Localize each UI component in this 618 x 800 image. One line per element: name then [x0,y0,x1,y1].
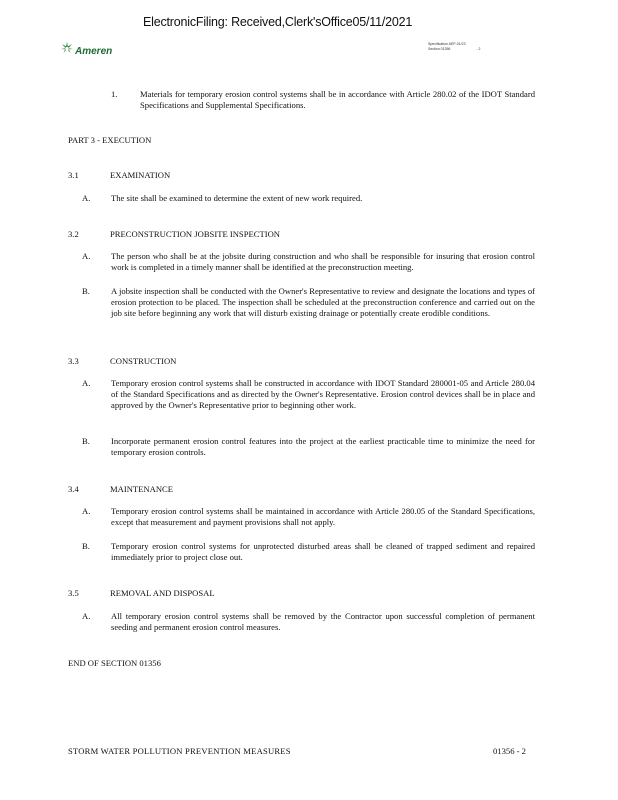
item-text: Incorporate permanent erosion control features into the project at the earliest practicable time to minimize the need for temporary erosion controls. [111,436,535,457]
item-letter: B. [82,541,90,551]
spec-reference [428,42,480,52]
spec-line-2: Section 01356 [428,47,451,51]
section-number: 3.4 [68,484,79,494]
intro-item-text: Materials for temporary erosion control systems shall be in accordance with Article 280.02 of the IDOT Standard Specifications and Supplemental Specifications. [140,89,535,110]
logo-text: Ameren [75,45,113,57]
item-text: The person who shall be at the jobsite during construction and who shall be responsible for insuring that erosion control work is completed in a timely manner shall be identified at the preconstruction meeting. [111,251,535,272]
ameren-leaf-icon [60,41,74,55]
header-page: - 2 [476,47,481,51]
section-title: REMOVAL AND DISPOSAL [110,588,215,598]
section-number: 3.1 [68,170,79,180]
footer-title: STORM WATER POLLUTION PREVENTION MEASURES [68,746,291,756]
end-of-section: END OF SECTION 01356 [68,658,161,668]
section-number: 3.2 [68,229,79,239]
item-letter: B. [82,286,90,296]
item-letter: A. [82,193,91,203]
section-title: CONSTRUCTION [110,356,177,366]
section-number: 3.3 [68,356,79,366]
item-text: All temporary erosion control systems shall be removed by the Contractor upon successful completion of permanent seeding and permanent erosion control measures. [111,611,535,632]
item-letter: A. [82,378,91,388]
item-text: Temporary erosion control systems for unprotected disturbed areas shall be cleaned of trapped sediment and repaired immediately prior to project close out. [111,541,535,562]
item-letter: A. [82,251,91,261]
spec-line-1: Specification AEP-01/23 [428,42,466,46]
intro-item-number: 1. [111,89,118,99]
item-letter: A. [82,506,91,516]
section-number: 3.5 [68,588,79,598]
filing-stamp: ElectronicFiling: Received,Clerk'sOffice05/11/2021 [143,15,413,29]
ameren-logo [60,38,112,58]
part-heading: PART 3 - EXECUTION [68,135,152,145]
section-title: EXAMINATION [110,170,171,180]
item-text: A jobsite inspection shall be conducted with the Owner's Representative to review and designate the locations and types of erosion protection to be placed. The inspection shall be scheduled at the preconstruction conference and carried out on the job site before beginning any work that will disturb existing drainage or potentially create erodible conditions. [111,286,535,318]
item-text: The site shall be examined to determine the extent of new work required. [111,193,363,203]
item-text: Temporary erosion control systems shall be constructed in accordance with IDOT Standard 280001-05 and Article 280.04 of the Standard Specifications and as directed by the Owner's Representative. Erosion control devices shall be in place and approved by the Owner's Representative prior to beginning other work. [111,378,535,410]
item-letter: A. [82,611,91,621]
item-text: Temporary erosion control systems shall be maintained in accordance with Article 280.05 of the Standard Specifications, except that measurement and payment provisions shall not apply. [111,506,535,527]
section-title: MAINTENANCE [110,484,174,494]
footer-page-number: 01356 - 2 [493,746,526,756]
section-title: PRECONSTRUCTION JOBSITE INSPECTION [110,229,280,239]
item-letter: B. [82,436,90,446]
